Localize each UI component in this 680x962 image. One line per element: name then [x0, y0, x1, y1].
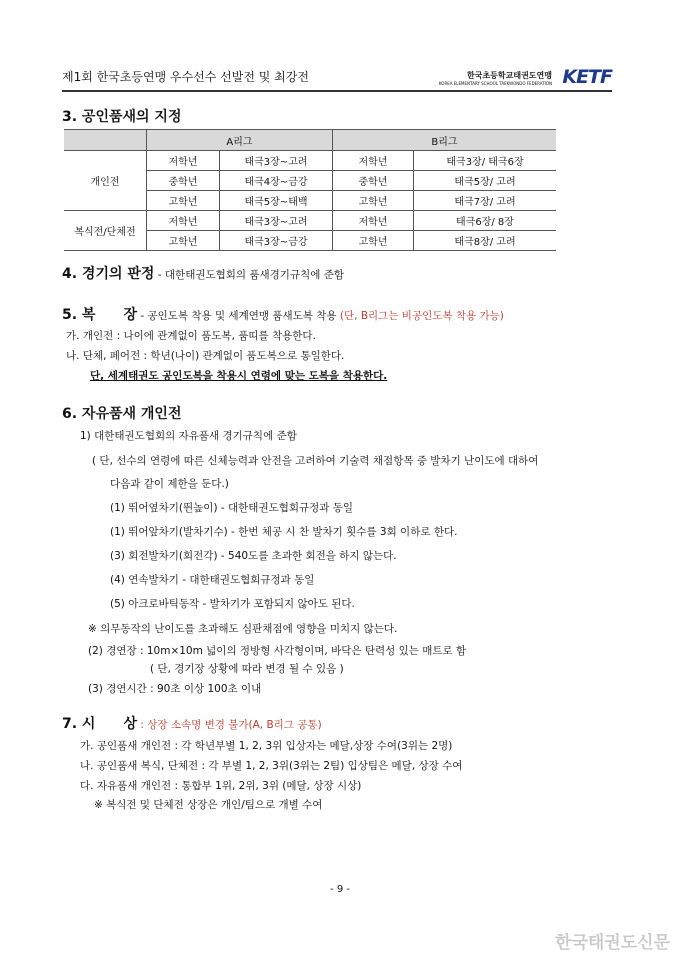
section-6-sub-item: (4) 연속발차기 - 대한태권도협회규정과 동일	[110, 574, 315, 586]
table-cell: 태극3장~고려	[220, 151, 333, 171]
section-6-sub-item: (3) 회전발차기(회전각) - 540도를 초과한 회전을 하지 않는다.	[110, 550, 397, 562]
header-divider	[62, 90, 612, 92]
poomsae-table	[64, 129, 556, 251]
section-3-heading: 3. 공인품새의 지정	[62, 109, 182, 125]
section-7-item-c: 다. 자유품새 개인전 : 통합부 1위, 2위, 3위 (메달, 상장 시상)	[80, 780, 362, 792]
section-4-heading	[62, 263, 344, 283]
table-cell: 중학년	[147, 171, 220, 191]
table-cell: 저학년	[147, 151, 220, 171]
table-cell: 고학년	[147, 191, 220, 211]
table-header-b-league: B리그	[333, 130, 557, 151]
ketf-logo-icon: KETF	[562, 66, 612, 88]
table-cell: 고학년	[147, 231, 220, 251]
section-5-item-b: 나. 단체, 페어전 : 학년(나이) 관계없이 품도복으로 통일한다.	[66, 350, 345, 362]
table-cell: 저학년	[333, 211, 414, 231]
table-cell: 중학년	[333, 171, 414, 191]
table-header-empty	[64, 130, 147, 151]
section-7-item-a: 가. 공인품새 개인전 : 각 학년부별 1, 2, 3위 입상자는 메달,상장 수여(3위는 2명)	[80, 740, 453, 752]
header-title: 제1회 한국초등연맹 우수선수 선발전 및 최강전	[62, 70, 309, 84]
section-6-item-2: (2) 경연장 : 10m×10m 넓이의 정방형 사각형이며, 바닥은 탄력성 있는 매트로 함	[88, 645, 467, 657]
section-7-title: 7. 시 상	[62, 716, 137, 732]
table-cell: 태극7장/ 고려	[414, 191, 557, 211]
table-cell: 태극3장~금강	[220, 231, 333, 251]
table-cell: 태극3장~고려	[220, 211, 333, 231]
section-6-sub-item: (1) 뛰어앞차기(발차기수) - 한번 체공 시 찬 발차기 횟수를 3회 이하로 한다.	[110, 526, 458, 538]
table-cell: 태극6장/ 8장	[414, 211, 557, 231]
section-5-underline-note: 단, 세계태권도 공인도복을 착용시 연령에 맞는 도복을 착용한다.	[90, 370, 388, 382]
table-cell: 태극5장~태백	[220, 191, 333, 211]
table-group-label: 개인전	[64, 151, 147, 211]
section-6-note-line-1: ( 단, 선수의 연령에 따른 신체능력과 안전을 고려하여 기술력 채점항목 중 발차기 난이도에 대하여	[92, 455, 539, 467]
table-cell: 고학년	[333, 231, 414, 251]
section-5-title: 5. 복 장	[62, 307, 137, 323]
table-cell: 태극5장/ 고려	[414, 171, 557, 191]
section-4-note: - 대한태권도협회의 품새경기규칙에 준함	[154, 269, 345, 281]
watermark: 한국태권도신문	[555, 933, 670, 953]
page-number: - 9 -	[330, 884, 350, 895]
section-5-note: - 공인도복 착용 및 세계연맹 품새도복 착용	[136, 310, 337, 322]
section-6-item-3: (3) 경연시간 : 90초 이상 100초 이내	[88, 683, 262, 695]
table-cell: 태극3장/ 태극6장	[414, 151, 557, 171]
section-5-note-red: (단, B리그는 비공인도복 착용 가능)	[336, 310, 504, 322]
logo-english: KOREA ELEMENTARY SCHOOL TAEKWONDO FEDERATION	[438, 81, 552, 86]
table-cell: 저학년	[147, 211, 220, 231]
section-5-heading	[62, 304, 504, 324]
section-6-heading: 6. 자유품새 개인전	[62, 406, 182, 422]
section-7-item-b: 나. 공인품새 복식, 단체전 : 각 부별 1, 2, 3위(3위는 2팀) 입상팀은 메달, 상장 수여	[80, 760, 463, 772]
section-7-heading	[62, 713, 322, 733]
section-6-item-2-note: ( 단, 경기장 상황에 따라 변경 될 수 있음 )	[150, 663, 344, 675]
table-row	[64, 151, 556, 171]
section-5-item-a: 가. 개인전 : 나이에 관계없이 품도복, 품띠를 착용한다.	[66, 330, 316, 342]
page-header	[62, 60, 612, 88]
section-7-star-note: ※ 복식전 및 단체전 상장은 개인/팀으로 개별 수여	[94, 799, 323, 811]
table-row	[64, 211, 556, 231]
table-cell: 태극8장/ 고려	[414, 231, 557, 251]
table-cell: 저학년	[333, 151, 414, 171]
section-6-star-note: ※ 의무동작의 난이도를 초과해도 심판채점에 영향을 미치지 않는다.	[88, 623, 398, 635]
table-header-row	[64, 130, 556, 151]
section-7-note-red: : 상장 소속명 변경 불가(A, B리그 공통)	[136, 719, 322, 731]
table-header-a-league: A리그	[147, 130, 333, 151]
section-6-sub-item: (1) 뛰어옆차기(뛴높이) - 대한태권도협회규정과 동일	[110, 502, 354, 514]
logo-korean: 한국초등학교태권도연맹	[466, 71, 552, 80]
section-6-note-line-2: 다음과 같이 제한을 둔다.)	[110, 478, 229, 490]
table-cell: 고학년	[333, 191, 414, 211]
section-6-sub-item: (5) 아크로바틱동작 - 발차기가 포함되지 않아도 된다.	[110, 598, 355, 610]
federation-logo-text	[439, 70, 552, 86]
section-6-item-1: 1) 대한태권도협회의 자유품새 경기규칙에 준함	[80, 430, 297, 442]
section-4-title: 4. 경기의 판정	[62, 266, 155, 282]
table-cell: 태극4장~금강	[220, 171, 333, 191]
table-group-label: 복식전/단체전	[64, 211, 147, 251]
